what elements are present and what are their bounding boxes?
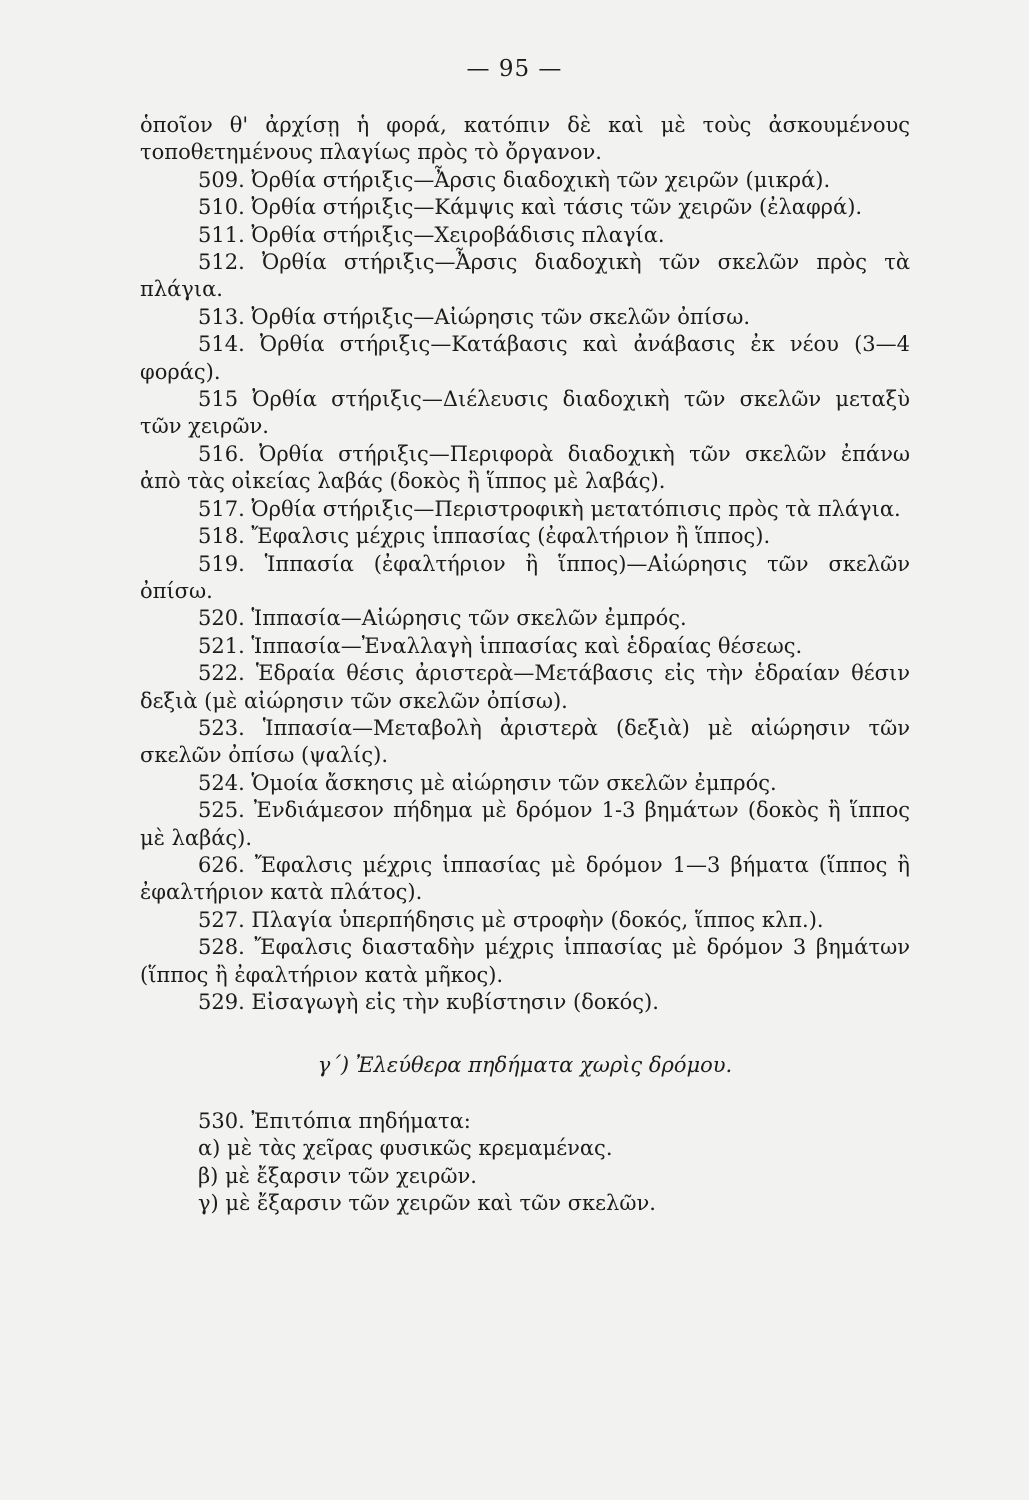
list-item: 519. Ἱππασία (ἐφαλτήριον ἢ ἵππος)—Αἰώρησις τῶν σκελῶν ὀπίσω. [140, 551, 910, 603]
list-item: 515 Ὀρθία στήριξις—Διέλευσις διαδοχικὴ τῶν σκελῶν μεταξὺ τῶν χειρῶν. [140, 387, 910, 439]
list-item: 518. Ἔφαλσις μέχρις ἱππασίας (ἐφαλτήριον ἢ ἵππος). [198, 524, 771, 549]
body-text [140, 112, 910, 1217]
list-item: 527. Πλαγία ὑπερπήδησις μὲ στροφὴν (δοκός, ἵππος κλπ.). [198, 907, 824, 932]
list-item: 626. Ἔφαλσις μέχρις ἱππασίας μὲ δρόμον 1—3 βήματα (ἵππος ἢ ἐφαλτήριον κατὰ πλάτος). [140, 852, 910, 905]
intro-paragraph: ὁποῖον θ' ἀρχίσῃ ἡ φορά, κατόπιν δὲ καὶ μὲ τοὺς ἀσκουμένους τοποθετημένους πλαγίως πρὸς τὸ ὄργανον. [140, 113, 910, 165]
list-item: 509. Ὀρθία στήριξις—Ἆρσις διαδοχικὴ τῶν χειρῶν (μικρά). [198, 167, 831, 192]
list-item: 524. Ὁμοία ἄσκησις μὲ αἰώρησιν τῶν σκελῶν ἐμπρός. [198, 770, 777, 795]
sub-list-item: β) μὲ ἔξαρσιν τῶν χειρῶν. [198, 1163, 477, 1188]
list-item: 514. Ὀρθία στήριξις—Κατάβασις καὶ ἀνάβασις ἐκ νέου (3—4 φοράς). [140, 332, 910, 384]
list-item: 521. Ἱππασία—Ἐναλλαγὴ ἱππασίας καὶ ἑδραίας θέσεως. [198, 633, 803, 658]
list-item: 516. Ὀρθία στήριξις—Περιφορὰ διαδοχικὴ τῶν σκελῶν ἐπάνω ἀπὸ τὰς οἰκείας λαβάς (δοκὸς ἢ ἵππος μὲ λαβάς). [140, 441, 910, 494]
list-item: 529. Εἰσαγωγὴ εἰς τὴν κυβίστησιν (δοκός). [198, 990, 659, 1014]
list-item: 530. Ἐπιτόπια πηδήματα: [198, 1108, 471, 1133]
page-number: — 95 — [466, 56, 563, 82]
sub-list-item: α) μὲ τὰς χεῖρας φυσικῶς κρεμαμένας. [198, 1136, 613, 1161]
list-item: 525. Ἐνδιάμεσον πήδημα μὲ δρόμον 1-3 βημάτων (δοκὸς ἢ ἵππος μὲ λαβάς). [140, 798, 910, 850]
list-item: 523. Ἱππασία—Μεταβολὴ ἀριστερὰ (δεξιὰ) μὲ αἰώρησιν τῶν σκελῶν ὀπίσω (ψαλίς). [140, 715, 910, 768]
list-item: 517. Ὀρθία στήριξις—Περιστροφικὴ μετατόπισις πρὸς τὰ πλάγια. [198, 496, 901, 521]
list-item: 511. Ὀρθία στήριξις—Χειροβάδισις πλαγία. [198, 222, 665, 247]
list-item: 522. Ἑδραία θέσις ἀριστερὰ—Μετάβασις εἰς τὴν ἑδραίαν θέσιν δεξιὰ (μὲ αἰώρησιν τῶν σκελῶν ὀπίσω). [140, 661, 910, 713]
list-item: 510. Ὀρθία στήριξις—Κάμψις καὶ τάσις τῶν χειρῶν (ἐλαφρά). [198, 195, 863, 220]
section-heading: γ΄) Ἐλεύθερα πηδήματα χωρὶς δρόμου. [317, 1053, 733, 1078]
list-item: 528. Ἔφαλσις διασταδὴν μέχρις ἱππασίας μὲ δρόμον 3 βημάτων (ἵππος ἢ ἐφαλτήριον κατὰ μῆκος). [140, 935, 910, 987]
list-item: 520. Ἱππασία—Αἰώρησις τῶν σκελῶν ἐμπρός. [198, 606, 687, 631]
list-item: 513. Ὀρθία στήριξις—Αἰώρησις τῶν σκελῶν ὀπίσω. [198, 304, 751, 329]
list-item: 512. Ὀρθία στήριξις—Ἆρσις διαδοχικὴ τῶν σκελῶν πρὸς τὰ πλάγια. [140, 250, 910, 302]
sub-list-item: γ) μὲ ἔξαρσιν τῶν χειρῶν καὶ τῶν σκελῶν. [198, 1191, 656, 1216]
